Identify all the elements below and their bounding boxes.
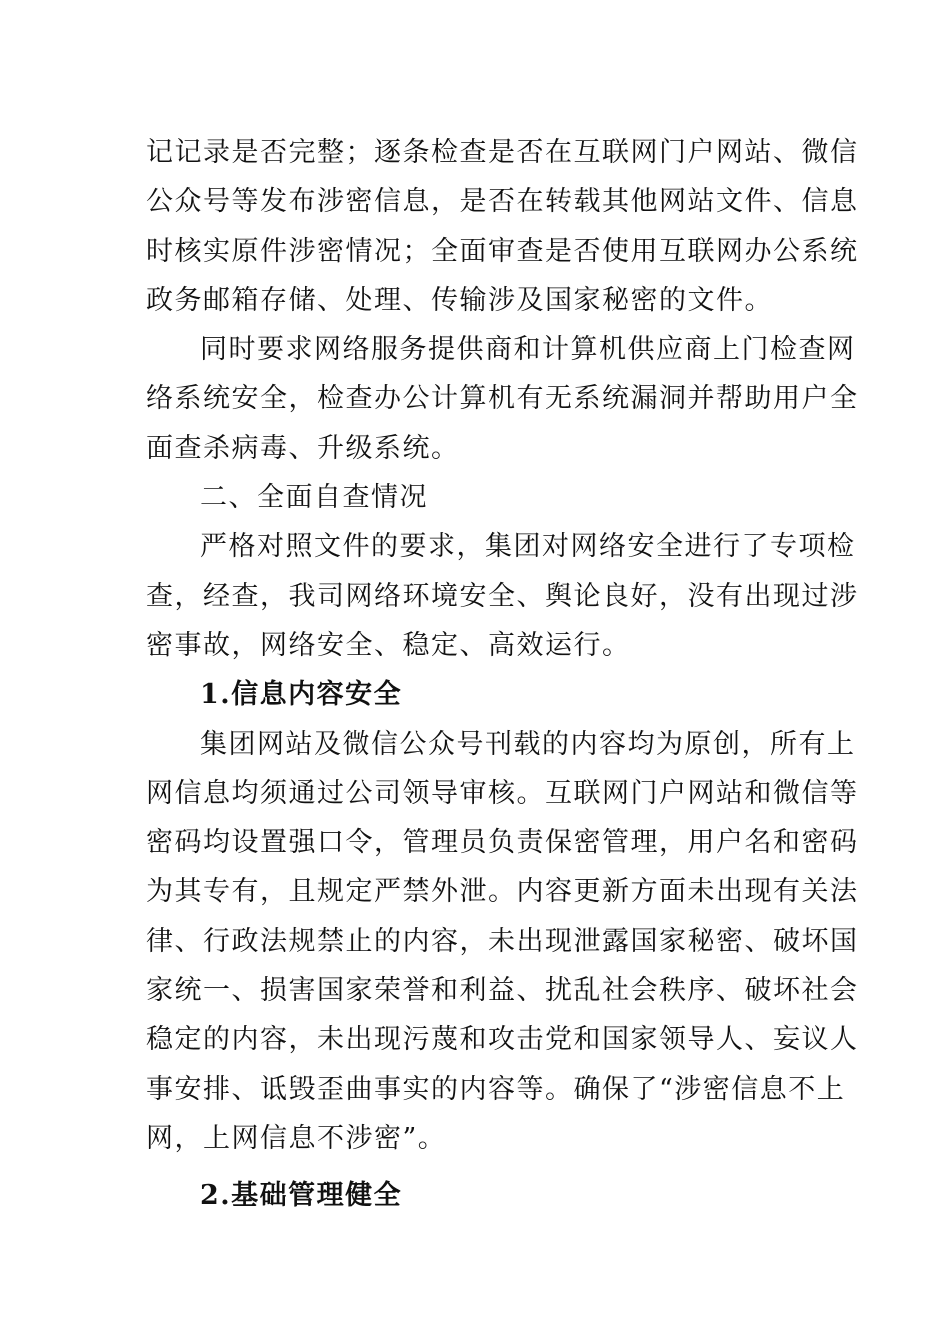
text-line: 政务邮箱存储、处理、传输涉及国家秘密的文件。	[146, 284, 773, 316]
subsection-heading: 2.基础管理健全	[200, 1180, 403, 1212]
spacer	[146, 1163, 816, 1171]
text-line: 事安排、诋毁歪曲事实的内容等。确保了“涉密信息不上	[146, 1073, 846, 1105]
text-line: 同时要求网络服务提供商和计算机供应商上门检查网	[200, 334, 856, 366]
text-line: 为其专有，且规定严禁外泄。内容更新方面未出现有关法	[146, 876, 859, 908]
text-line: 严格对照文件的要求，集团对网络安全进行了专项检	[200, 531, 856, 563]
text-line: 集团网站及微信公众号刊载的内容均为原创，所有上	[200, 728, 856, 760]
text-line: 密事故，网络安全、稳定、高效运行。	[146, 629, 631, 661]
subsection-heading: 1.信息内容安全	[200, 679, 403, 711]
paragraph	[146, 325, 859, 473]
text-line: 时核实原件涉密情况；全面审查是否使用互联网办公系统	[146, 235, 859, 267]
text-line: 网信息均须通过公司领导审核。互联网门户网站和微信等	[146, 777, 859, 809]
text-line: 记记录是否完整；逐条检查是否在互联网门户网站、微信	[146, 137, 859, 168]
text-line: 家统一、损害国家荣誉和利益、扰乱社会秩序、破坏社会	[146, 975, 859, 1007]
paragraph	[146, 128, 859, 325]
text-line: 络系统安全，检查办公计算机有无系统漏洞并帮助用户全	[146, 383, 859, 415]
document-body	[146, 128, 859, 1221]
text-line: 律、行政法规禁止的内容，未出现泄露国家秘密、破坏国	[146, 925, 859, 957]
text-line: 稳定的内容，未出现污蔑和攻击党和国家领导人、妄议人	[146, 1024, 859, 1056]
paragraph	[146, 522, 859, 670]
text-line: 网，上网信息不涉密”。	[146, 1122, 447, 1154]
text-line: 公众号等发布涉密信息，是否在转载其他网站文件、信息	[146, 186, 859, 218]
text-line: 密码均设置强口令，管理员负责保密管理，用户名和密码	[146, 827, 859, 859]
text-line: 查，经查，我司网络环境安全、舆论良好，没有出现过涉	[146, 580, 859, 612]
section-heading: 二、全面自查情况	[200, 482, 428, 514]
paragraph	[146, 720, 859, 1164]
text-line: 面查杀病毒、升级系统。	[146, 432, 460, 464]
